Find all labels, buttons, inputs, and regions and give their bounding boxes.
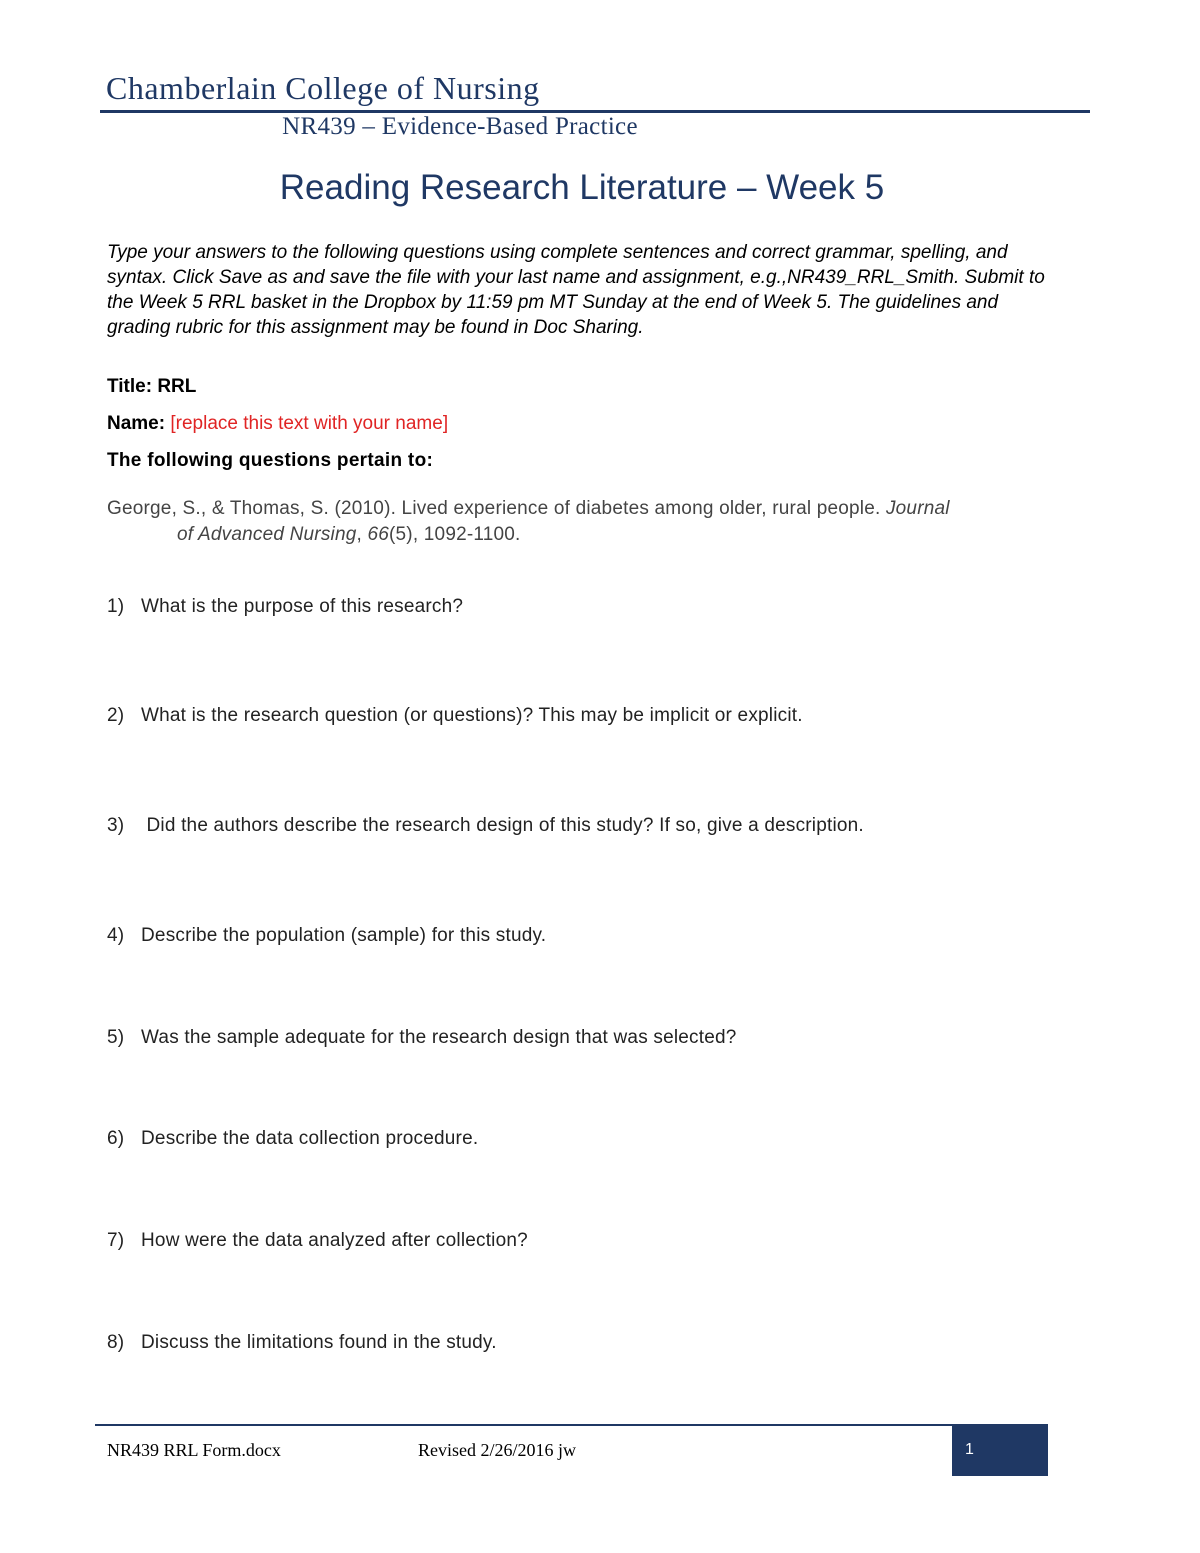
question-item [107,1230,1057,1252]
question-text: Did the authors describe the research design of this study? If so, give a description. [141,815,864,836]
course-title: NR439 – Evidence-Based Practice [282,113,638,140]
question-number: 2) [107,705,125,726]
question-number: 3) [107,815,125,836]
question-number: 4) [107,925,125,946]
pertain-heading: The following questions pertain to: [107,450,434,471]
footer-revised: Revised 2/26/2016 jw [418,1440,576,1460]
citation-journal-part2: of Advanced Nursing [177,524,357,545]
question-text: Describe the data collection procedure. [141,1128,479,1149]
question-text: Was the sample adequate for the research design that was selected? [141,1027,737,1048]
question-text: What is the purpose of this research? [141,596,464,617]
citation-issue-pages: (5), 1092-1100. [389,524,521,545]
college-name: Chamberlain College of Nursing [106,70,540,106]
question-item [107,1332,1057,1354]
title-value: RRL [157,376,197,397]
title-field [107,376,196,398]
instructions-paragraph: Type your answers to the following questions using complete sentences and correct grammar, spelling, and syntax. Click Save as and save the file with your last name and assignment, e.g.,NR439_RRL_Smith. Submit to the Week 5 RRL basket in the Dropbox by 11:59 pm MT Sunday at the end of Week 5. The guidelines and grading rubric for this assignment may be found in Doc Sharing. [107,242,1045,338]
citation-volume: 66 [367,524,389,545]
footer-divider [95,1424,1048,1426]
question-text: Discuss the limitations found in the study. [141,1332,497,1353]
question-item [107,1027,1057,1049]
question-text: What is the research question (or questions)? This may be implicit or explicit. [141,705,803,726]
page-number: 1 [965,1441,974,1458]
question-text: How were the data analyzed after collection? [141,1230,528,1251]
question-number: 7) [107,1230,125,1251]
question-number: 8) [107,1332,125,1353]
document-title: Reading Research Literature – Week 5 [279,168,885,207]
reference-citation: George, S., & Thomas, S. (2010). Lived experience of diabetes among older, rural people. Journal of Advanced Nursing, 66(5), 1092-1100. [107,498,950,545]
question-item [107,596,1057,618]
question-text: Describe the population (sample) for this study. [141,925,547,946]
question-item [107,705,1057,727]
page-number-box [952,1426,1048,1476]
name-placeholder[interactable]: [replace this text with your name] [170,413,449,434]
question-number: 5) [107,1027,125,1048]
question-number: 1) [107,596,125,617]
title-label: Title: [107,376,153,397]
footer-filename: NR439 RRL Form.docx [107,1440,281,1460]
name-label: Name: [107,413,166,434]
question-item [107,1128,1057,1150]
citation-authors: George, S., & Thomas, S. (2010). Lived experience of diabetes among older, rural people. [107,498,881,519]
name-field [107,413,448,435]
question-item [107,925,1057,947]
citation-journal-part1: Journal [885,498,950,519]
question-item [107,815,1057,837]
question-number: 6) [107,1128,125,1149]
